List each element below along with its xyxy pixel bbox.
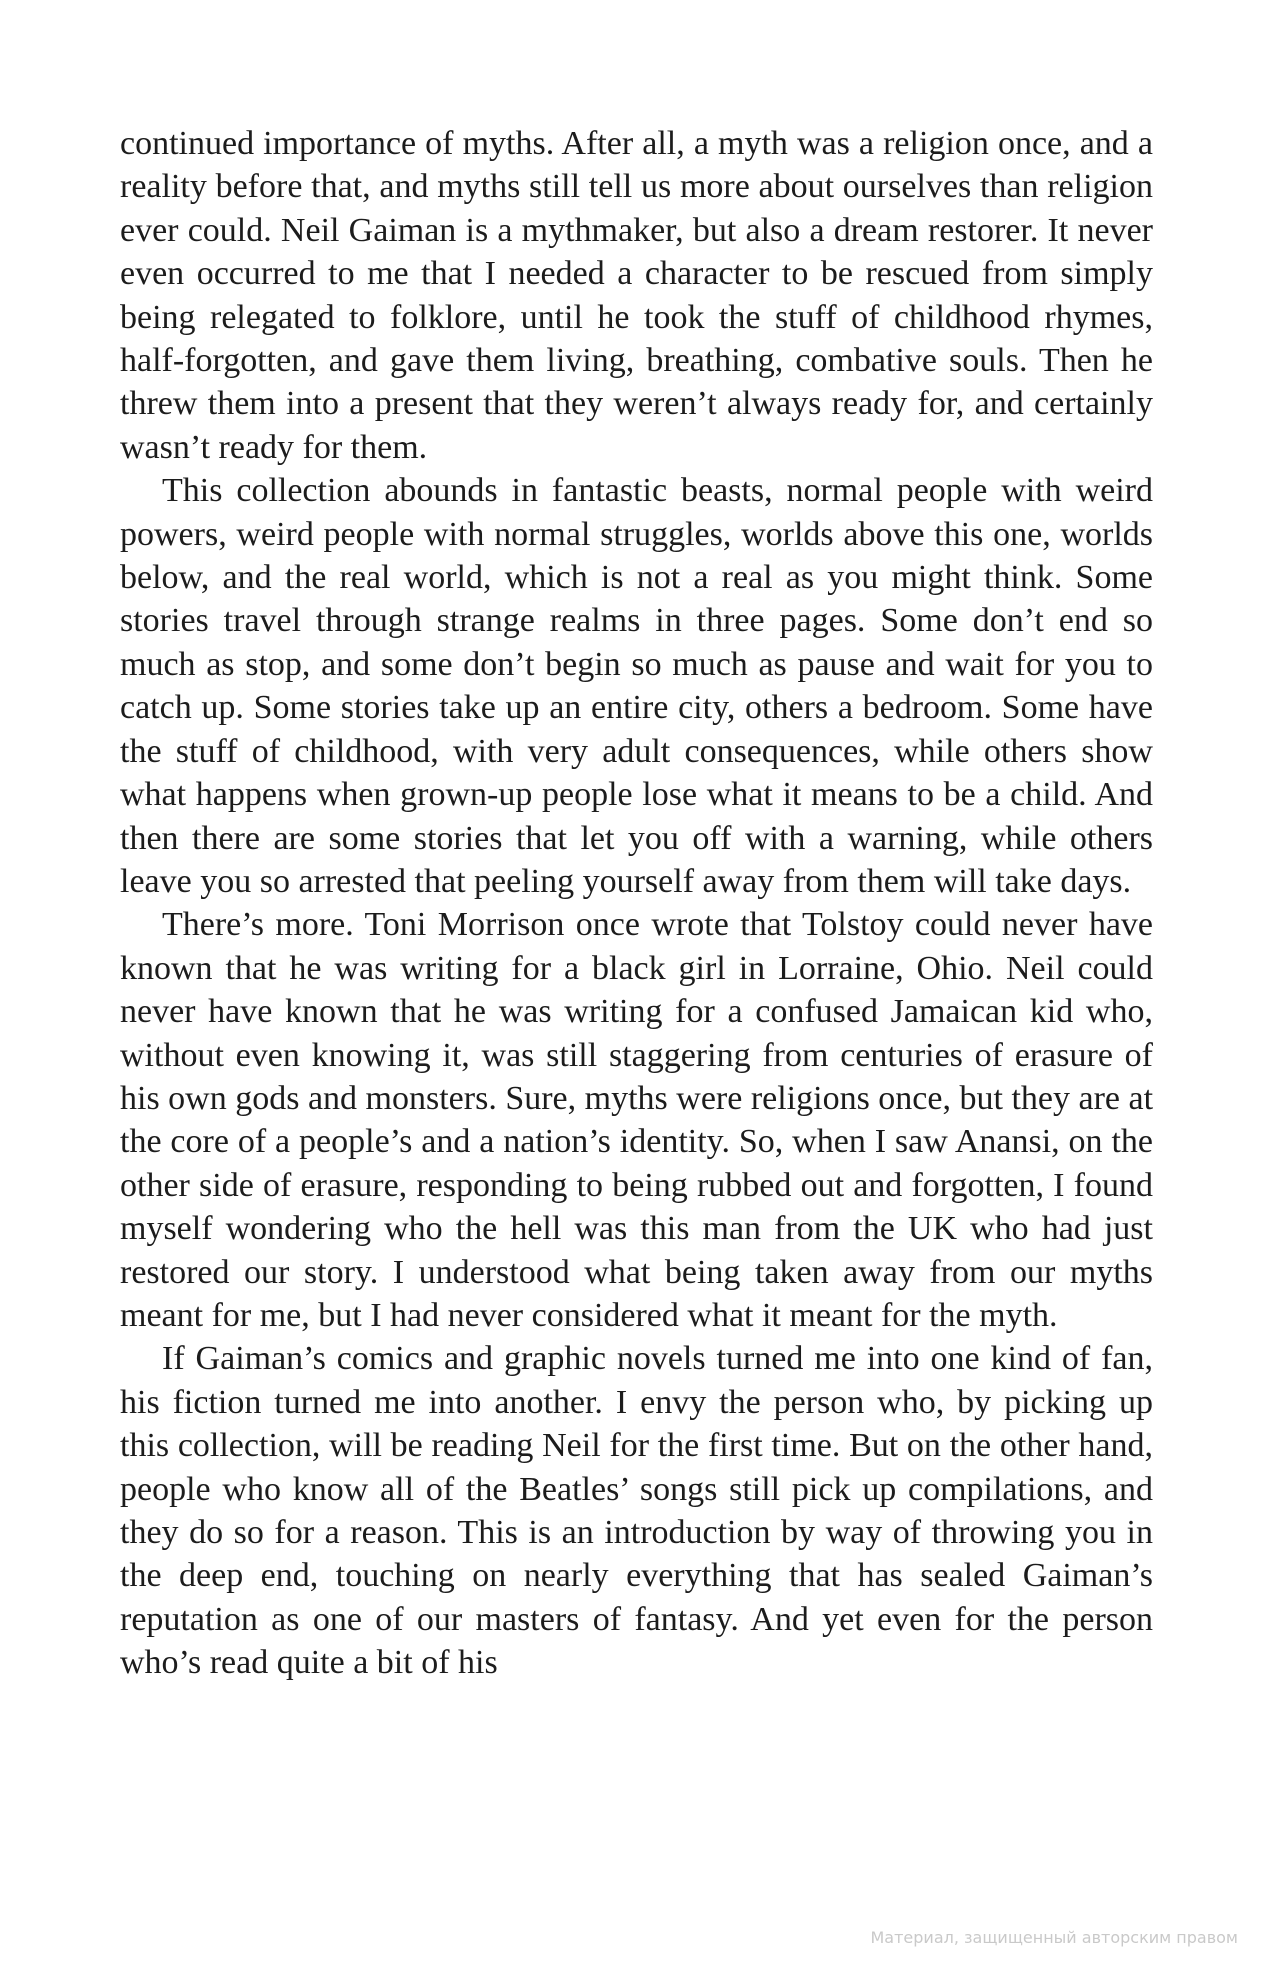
paragraph-3: There’s more. Toni Morrison once wrote that Tolstoy could never have known that he was writing for a black girl in Lorraine, Ohio. Neil could never have known that he was writing for a confused Jamaican kid who, without even knowing it, was still staggering from centuries of erasure of his own gods and monsters. Sure, myths were religions once, but they are at the core of a people’s and a nation’s identity. So, when I saw Anansi, on the other side of erasure, responding to being rubbed out and forgotten, I found myself wondering who the hell was this man from the UK who had just restored our story. I understood what being taken away from our myths meant for me, but I had never considered what it meant for the myth. bbox=[120, 906, 1154, 1334]
paragraph-4: If Gaiman’s comics and graphic novels turned me into one kind of fan, his fiction turned me into another. I envy the person who, by picking up this collection, will be reading Neil for the first time. But on the other hand, people who know all of the Beatles’ songs still pick up compilations, and they do so for a reason. This is an introduction by way of throwing you in the deep end, touching on nearly everything that has sealed Gaiman’s reputation as one of our masters of fantasy. And yet even for the person who’s read quite a bit of his bbox=[120, 1340, 1153, 1682]
paragraph-1: continued importance of myths. After all, a myth was a religion once, and a reality before that, and myths still tell us more about ourselves than religion ever could. Neil Gaiman is a mythmaker, but also a dream restorer. It never even occurred to me that I needed a character to be rescued from simply being relegated to folklore, until he took the stuff of childhood rhymes, half-forgotten, and gave them living, breathing, combative souls. Then he threw them into a present that they weren’t always ready for, and certainly wasn’t ready for them. bbox=[120, 125, 1153, 466]
paragraph-2: This collection abounds in fantastic beasts, normal people with weird powers, weird people with normal struggles, worlds above this one, worlds below, and the real world, which is not a real as you might think. Some stories travel through strange realms in three pages. Some don’t end so much as stop, and some don’t begin so much as pause and wait for you to catch up. Some stories take up an entire city, others a bedroom. Some have the stuff of childhood, with very adult consequences, while others show what happens when grown-up people lose what it means to be a child. And then there are some stories that let you off with a warning, while others leave you so arrested that peeling yourself away from them will take days. bbox=[120, 472, 1153, 900]
copyright-watermark: Материал, защищенный авторским правом bbox=[870, 1928, 1238, 1947]
page-body bbox=[120, 122, 1153, 1685]
